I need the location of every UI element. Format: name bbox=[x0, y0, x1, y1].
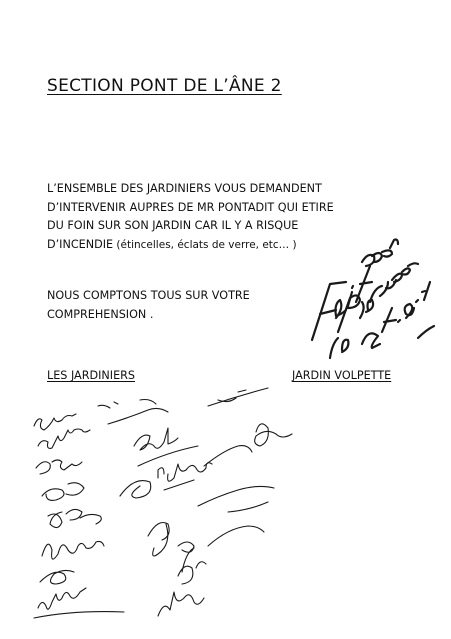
gardener-signatures bbox=[28, 386, 308, 636]
request-line-2: D’INTERVENIR AUPRES DE MR PONTADIT QUI ETIRE bbox=[47, 200, 334, 214]
page-title: SECTION PONT DE L’ÂNE 2 bbox=[47, 76, 282, 96]
signature-label-gardeners: LES JARDINIERS bbox=[47, 369, 136, 382]
closing-line-2: COMPREHENSION . bbox=[47, 307, 154, 321]
closing-line-1: NOUS COMPTONS TOUS SUR VOTRE bbox=[47, 289, 250, 302]
handwritten-phone-note bbox=[290, 222, 450, 362]
request-line-1: L’ENSEMBLE DES JARDINIERS VOUS DEMANDENT bbox=[47, 182, 322, 195]
request-line-4-details: (étincelles, éclats de verre, etc… ) bbox=[113, 238, 297, 251]
request-line-4-caps: D’INCENDIE bbox=[47, 237, 114, 251]
request-line-3: DU FOIN SUR SON JARDIN CAR IL Y A RISQUE bbox=[47, 219, 299, 232]
signature-label-volpette: JARDIN VOLPETTE bbox=[292, 369, 392, 382]
